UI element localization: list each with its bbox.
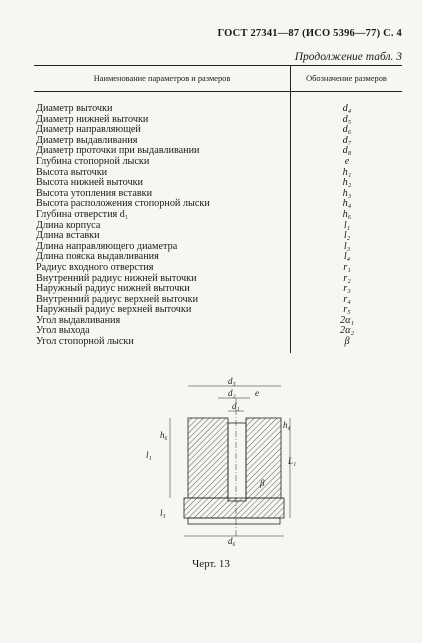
technical-drawing bbox=[140, 368, 300, 548]
table-body bbox=[34, 92, 402, 348]
table-row bbox=[34, 263, 402, 274]
table-row bbox=[34, 104, 402, 115]
parameter-symbol: e bbox=[344, 155, 350, 167]
parameter-name: Внутренний радиус нижней выточки bbox=[36, 272, 197, 284]
parameter-symbol: l₁ bbox=[343, 219, 351, 231]
parameter-symbol: r₄ bbox=[343, 293, 351, 305]
page-header: ГОСТ 27341—87 (ИСО 5396—77) С. 4 bbox=[217, 28, 402, 39]
parameter-symbol: l₂ bbox=[343, 230, 351, 242]
parameter-name: Высота нижней выточки bbox=[36, 177, 144, 189]
parameter-symbol: d₈ bbox=[342, 145, 352, 157]
parameter-symbol: r₃ bbox=[343, 283, 351, 295]
col-header-name: Наименование параметров и размеров bbox=[93, 74, 231, 83]
parameter-symbol: h₁ bbox=[342, 166, 352, 178]
parameter-symbol: r₂ bbox=[343, 272, 351, 284]
parameter-symbol: d₄ bbox=[342, 103, 352, 114]
parameter-name: Длина вставки bbox=[36, 230, 100, 242]
parameter-symbol: r₅ bbox=[343, 304, 351, 316]
parameter-name: Наружный радиус нижней выточки bbox=[36, 283, 190, 295]
col-header-symbol: Обозначение размеров bbox=[290, 66, 402, 91]
label-beta: β bbox=[260, 478, 265, 488]
label-e: e bbox=[255, 388, 259, 398]
parameter-name: Диаметр выдавливания bbox=[36, 134, 138, 146]
parameter-name: Длина пояска выдавливания bbox=[36, 251, 159, 263]
parameter-symbol: d₇ bbox=[342, 134, 352, 146]
parameter-name: Длина направляющего диаметра bbox=[36, 240, 178, 252]
parameter-symbol: 2α₂ bbox=[340, 325, 354, 337]
table-header bbox=[34, 66, 402, 92]
table-continuation: Продолжение табл. 3 bbox=[294, 51, 402, 63]
figure-caption: Черт. 13 bbox=[192, 558, 230, 570]
parameter-symbol: h₆ bbox=[342, 208, 352, 220]
parameter-symbol: r₁ bbox=[343, 261, 351, 273]
parameter-symbol: d₆ bbox=[342, 124, 352, 136]
label-l1: l₁ bbox=[146, 450, 152, 460]
parameter-symbol: l₄ bbox=[343, 251, 351, 263]
parameters-table bbox=[34, 65, 402, 348]
parameter-symbol: h₄ bbox=[342, 198, 352, 210]
parameter-name: Длина корпуса bbox=[36, 219, 101, 231]
parameter-name: Внутренний радиус верхней выточки bbox=[36, 293, 199, 305]
table-row bbox=[34, 337, 402, 348]
label-d2: d₂ bbox=[228, 388, 236, 398]
parameter-symbol: h₂ bbox=[342, 177, 352, 189]
parameter-symbol: h₃ bbox=[342, 187, 352, 199]
body-section bbox=[184, 398, 284, 538]
parameter-name: Высота выточки bbox=[36, 166, 108, 178]
parameter-name: Высота утопления вставки bbox=[36, 187, 153, 199]
label-h4: h₄ bbox=[283, 420, 291, 430]
parameter-name: Диаметр проточки при выдавливании bbox=[36, 145, 200, 157]
parameter-symbol: d₅ bbox=[342, 113, 352, 125]
table-row bbox=[34, 157, 402, 168]
parameter-name: Угол выхода bbox=[36, 325, 90, 337]
parameter-name: Диаметр направляющей bbox=[36, 124, 141, 136]
parameter-name: Глубина отверстия d₁ bbox=[36, 208, 129, 220]
parameter-name: Диаметр нижней выточки bbox=[36, 113, 149, 125]
label-L1: L₁ bbox=[288, 456, 297, 466]
parameter-name: Глубина стопорной лыски bbox=[36, 155, 150, 167]
parameter-symbol: l₃ bbox=[343, 240, 351, 252]
label-l3: l₃ bbox=[160, 508, 166, 518]
parameter-name: Радиус входного отверстия bbox=[36, 261, 154, 273]
label-d3: d₃ bbox=[228, 376, 236, 386]
parameter-symbol: 2α₁ bbox=[340, 314, 354, 326]
parameter-name: Диаметр выточки bbox=[36, 103, 113, 114]
parameter-symbol: β bbox=[344, 336, 350, 348]
parameter-name: Наружный радиус верхней выточки bbox=[36, 304, 192, 316]
parameter-name: Угол стопорной лыски bbox=[36, 336, 134, 348]
label-d1: d₁ bbox=[232, 401, 240, 411]
parameter-name: Угол выдавливания bbox=[36, 314, 121, 326]
label-h6: h₆ bbox=[160, 430, 168, 440]
table-row bbox=[34, 210, 402, 221]
parameter-name: Высота расположения стопорной лыски bbox=[36, 198, 210, 210]
label-d6: d₆ bbox=[228, 536, 236, 546]
